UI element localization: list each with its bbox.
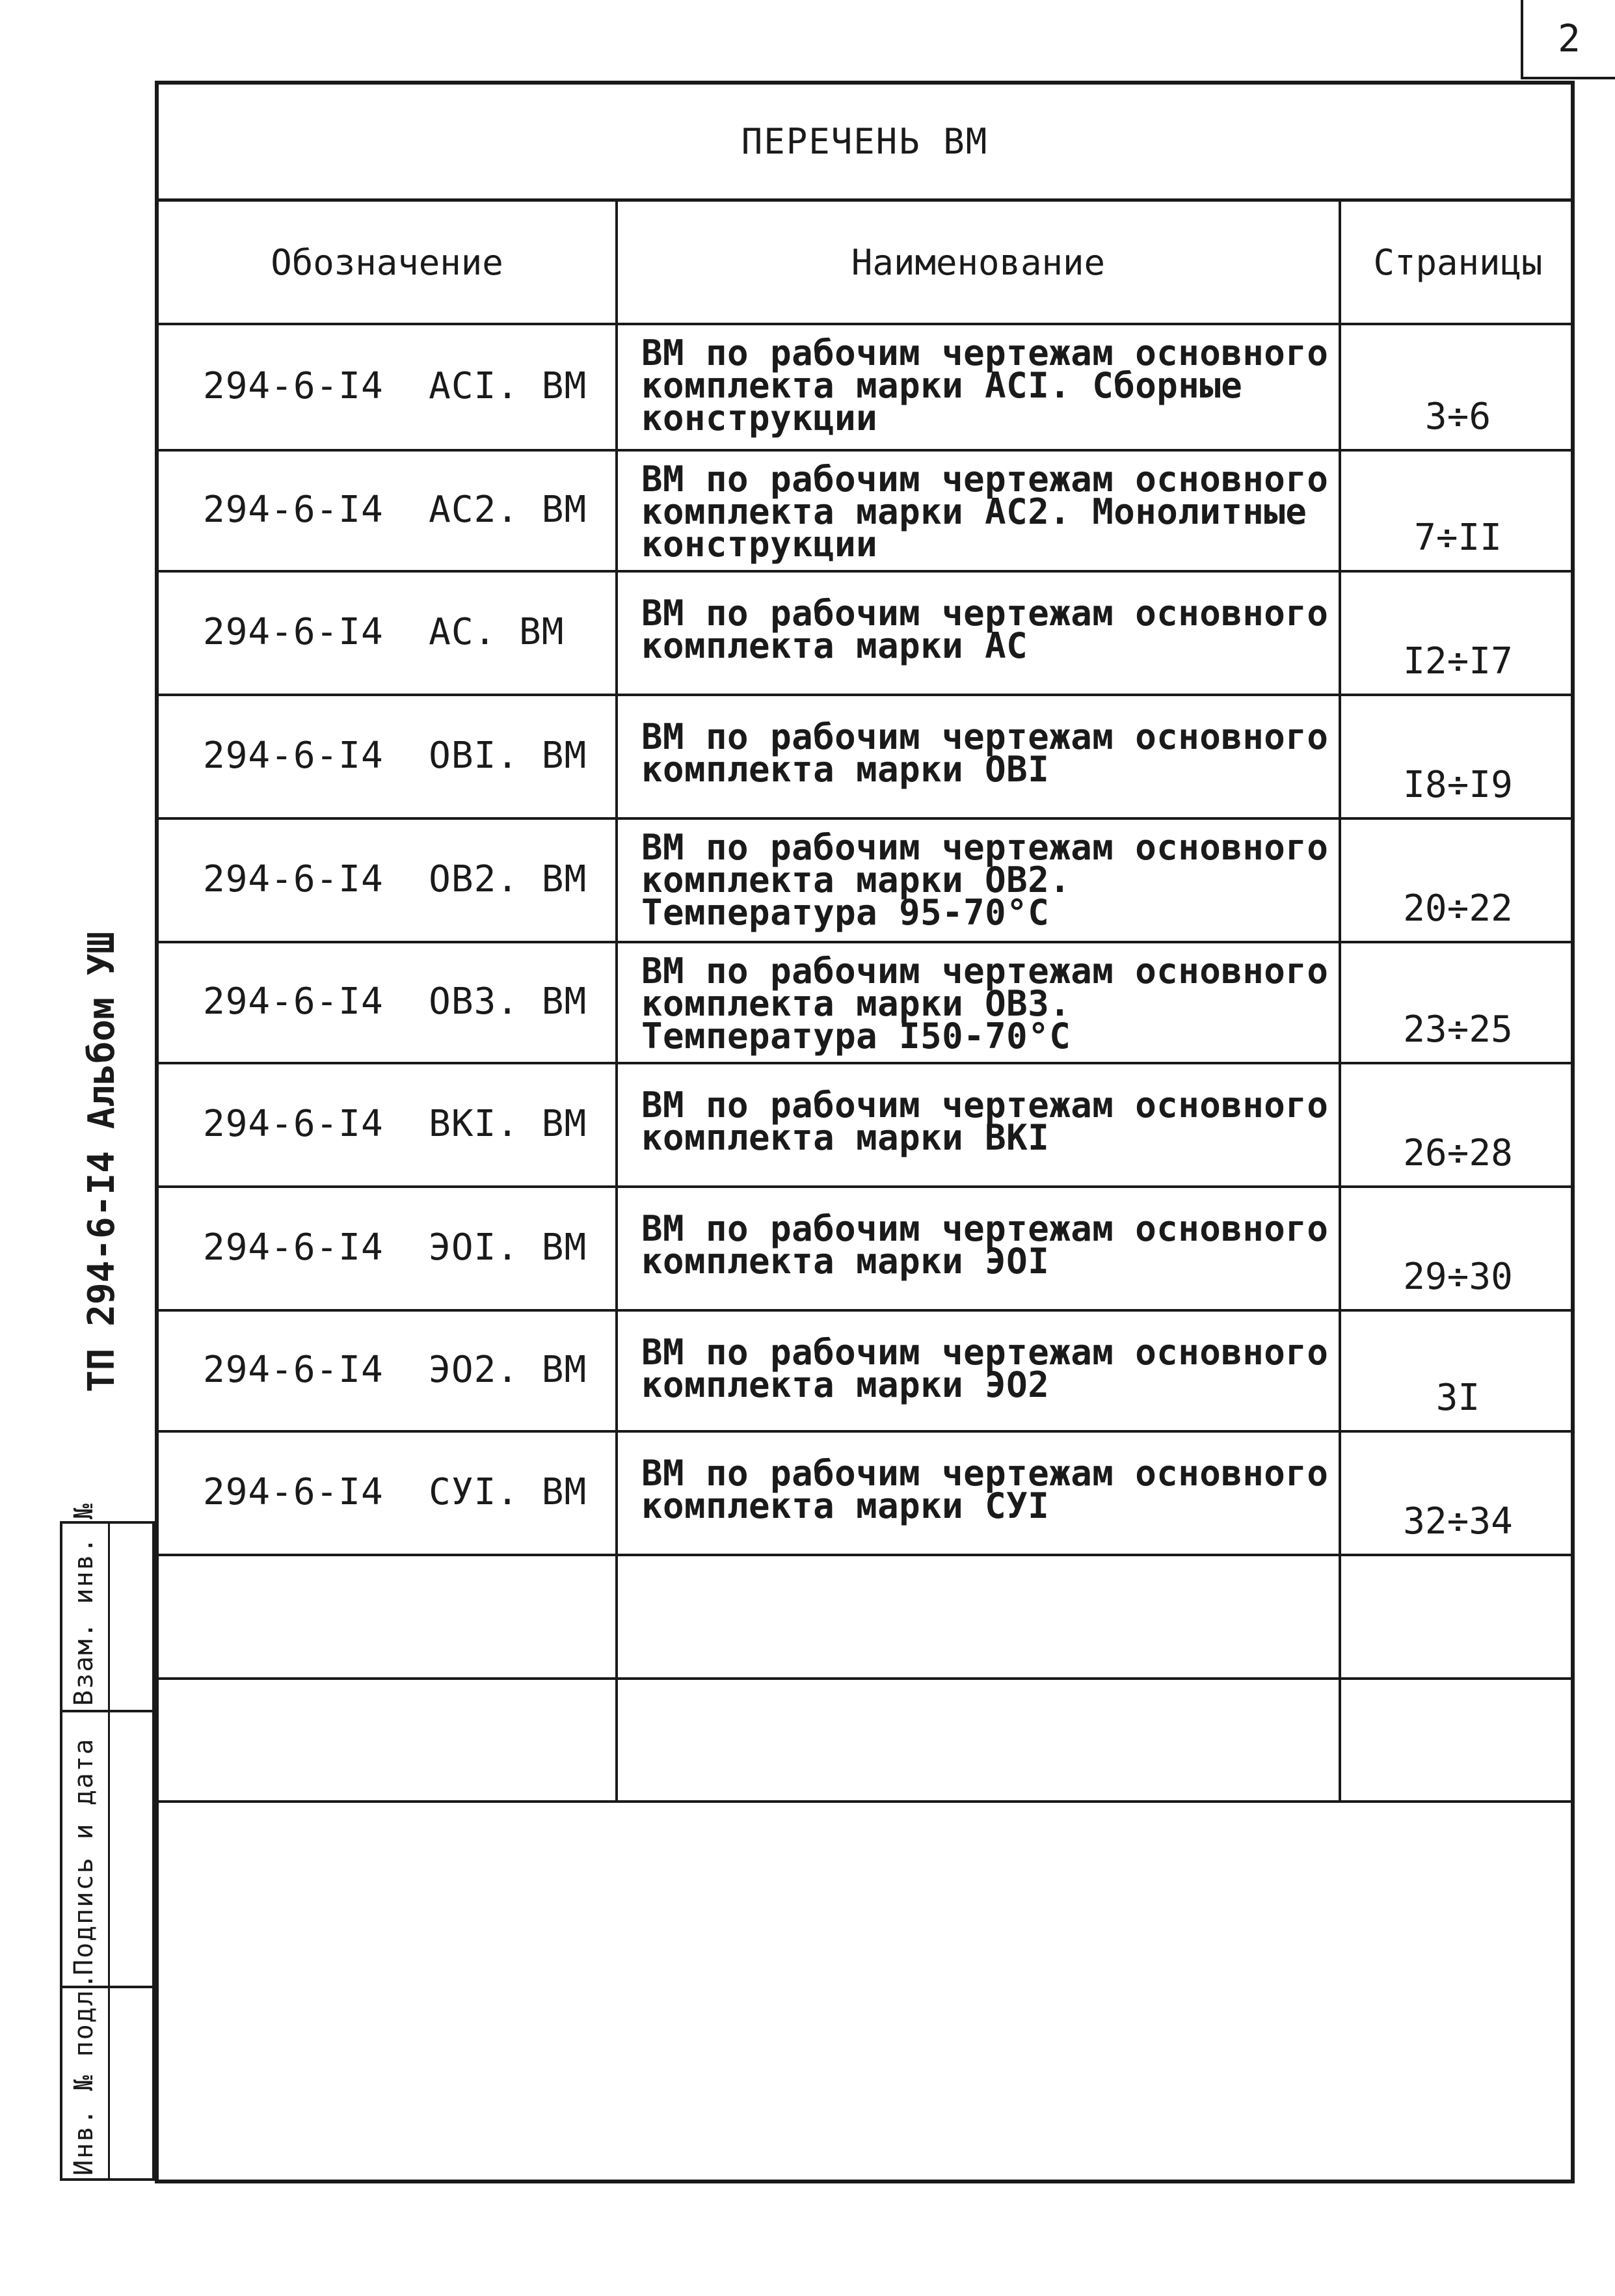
row-pages: 20÷22 (1403, 887, 1513, 930)
row-name (641, 1453, 1329, 1526)
table-row-divider (155, 1677, 1575, 1680)
row-pages: I2÷I7 (1403, 640, 1513, 682)
row-designation: 294-6-I4 ОВ3. ВМ (203, 980, 587, 1023)
row-name-line: комплекта марки АСI. Сборные (641, 365, 1243, 406)
row-designation: 294-6-I4 ЭО2. ВМ (203, 1348, 587, 1391)
table-row (155, 694, 1575, 817)
row-name-line: ВМ по рабочим чертежам основного (641, 1208, 1329, 1249)
row-designation: 294-6-I4 АС. ВМ (203, 610, 565, 653)
row-name-line: комплекта марки ОВ3. (641, 983, 1071, 1024)
row-name-line: ВМ по рабочим чертежам основного (641, 716, 1329, 757)
row-pages: 7÷II (1414, 517, 1502, 559)
row-name-line: комплекта марки ОВ2. (641, 859, 1071, 900)
row-designation: 294-6-I4 АСI. ВМ (203, 364, 587, 407)
table-row (155, 817, 1575, 941)
album-side-label: ТП 294-6-I4 Альбом УШ (81, 931, 123, 1392)
row-name-line: Температура 95-70°С (641, 892, 1050, 933)
stamp-vzam-inv: Взам. инв. № (69, 1502, 99, 1706)
row-pages: 29÷30 (1403, 1256, 1513, 1298)
row-name-line: ВМ по рабочим чертежам основного (641, 459, 1329, 500)
stamp-inv-podl: Инв. № подл. (69, 1972, 99, 2176)
table-row (155, 449, 1575, 570)
row-designation: 294-6-I4 ОВ2. ВМ (203, 858, 587, 900)
column-header-designation: Обозначение (271, 241, 503, 283)
table-row (155, 323, 1575, 449)
row-pages: 3I (1435, 1377, 1480, 1419)
row-name (641, 1085, 1329, 1158)
page-number: 2 (1521, 0, 1615, 79)
document-title: ПЕРЕЧЕНЬ ВМ (741, 121, 989, 162)
row-name-line: комплекта марки ЭОI (641, 1241, 1050, 1282)
row-name-line: ВМ по рабочим чертежам основного (641, 951, 1329, 992)
row-designation: 294-6-I4 АС2. ВМ (203, 488, 587, 531)
row-name-line: комплекта марки ЭО2 (641, 1364, 1050, 1405)
row-name (641, 1332, 1329, 1405)
row-name (641, 1208, 1329, 1282)
row-name-line: комплекта марки АС (641, 625, 1028, 666)
stamp-divider-1 (60, 1710, 155, 1712)
row-name-line: конструкции (641, 524, 878, 565)
row-name-line: комплекта марки АС2. Монолитные (641, 491, 1307, 532)
table-row-divider (155, 1554, 1575, 1556)
row-name-line: ВМ по рабочим чертежам основного (641, 1332, 1329, 1373)
row-pages: 3÷6 (1424, 396, 1491, 438)
table-row (155, 570, 1575, 694)
row-name-line: ВМ по рабочим чертежам основного (641, 1085, 1329, 1126)
stamp-divider-vertical (108, 1521, 110, 2181)
row-name-line: ВМ по рабочим чертежам основного (641, 593, 1329, 634)
row-pages: 23÷25 (1403, 1008, 1513, 1051)
table-row (155, 941, 1575, 1062)
table-row (155, 1062, 1575, 1185)
column-header-name: Наименование (851, 241, 1106, 283)
row-name-line: ВМ по рабочим чертежам основного (641, 332, 1329, 373)
row-pages: 32÷34 (1403, 1500, 1513, 1543)
column-header-pages: Страницы (1373, 241, 1543, 283)
row-pages: I8÷I9 (1403, 764, 1513, 806)
row-name (641, 332, 1329, 439)
row-name-line: Температура I50-70°С (641, 1016, 1071, 1057)
table-row (155, 1309, 1575, 1430)
row-name (641, 716, 1329, 790)
row-name (641, 459, 1329, 565)
table-row (155, 1185, 1575, 1309)
row-name (641, 827, 1329, 933)
row-name-line: комплекта марки ОВI (641, 749, 1050, 790)
row-designation: 294-6-I4 ВКI. ВМ (203, 1102, 587, 1145)
row-name (641, 951, 1329, 1057)
table-row (155, 1430, 1575, 1554)
row-designation: 294-6-I4 ОВI. ВМ (203, 734, 587, 777)
stamp-signature-date: Подпись и дата (69, 1737, 99, 1975)
row-name-line: комплекта марки СУI (641, 1485, 1050, 1526)
row-name-line: конструкции (641, 398, 878, 439)
table-row-divider (155, 1800, 1575, 1803)
row-name (641, 593, 1329, 666)
row-designation: 294-6-I4 ЭОI. ВМ (203, 1226, 587, 1269)
row-name-line: ВМ по рабочим чертежам основного (641, 1453, 1329, 1494)
row-name-line: ВМ по рабочим чертежам основного (641, 827, 1329, 868)
row-designation: 294-6-I4 СУI. ВМ (203, 1470, 587, 1513)
row-name-line: комплекта марки ВКI (641, 1117, 1050, 1158)
row-pages: 26÷28 (1403, 1132, 1513, 1174)
